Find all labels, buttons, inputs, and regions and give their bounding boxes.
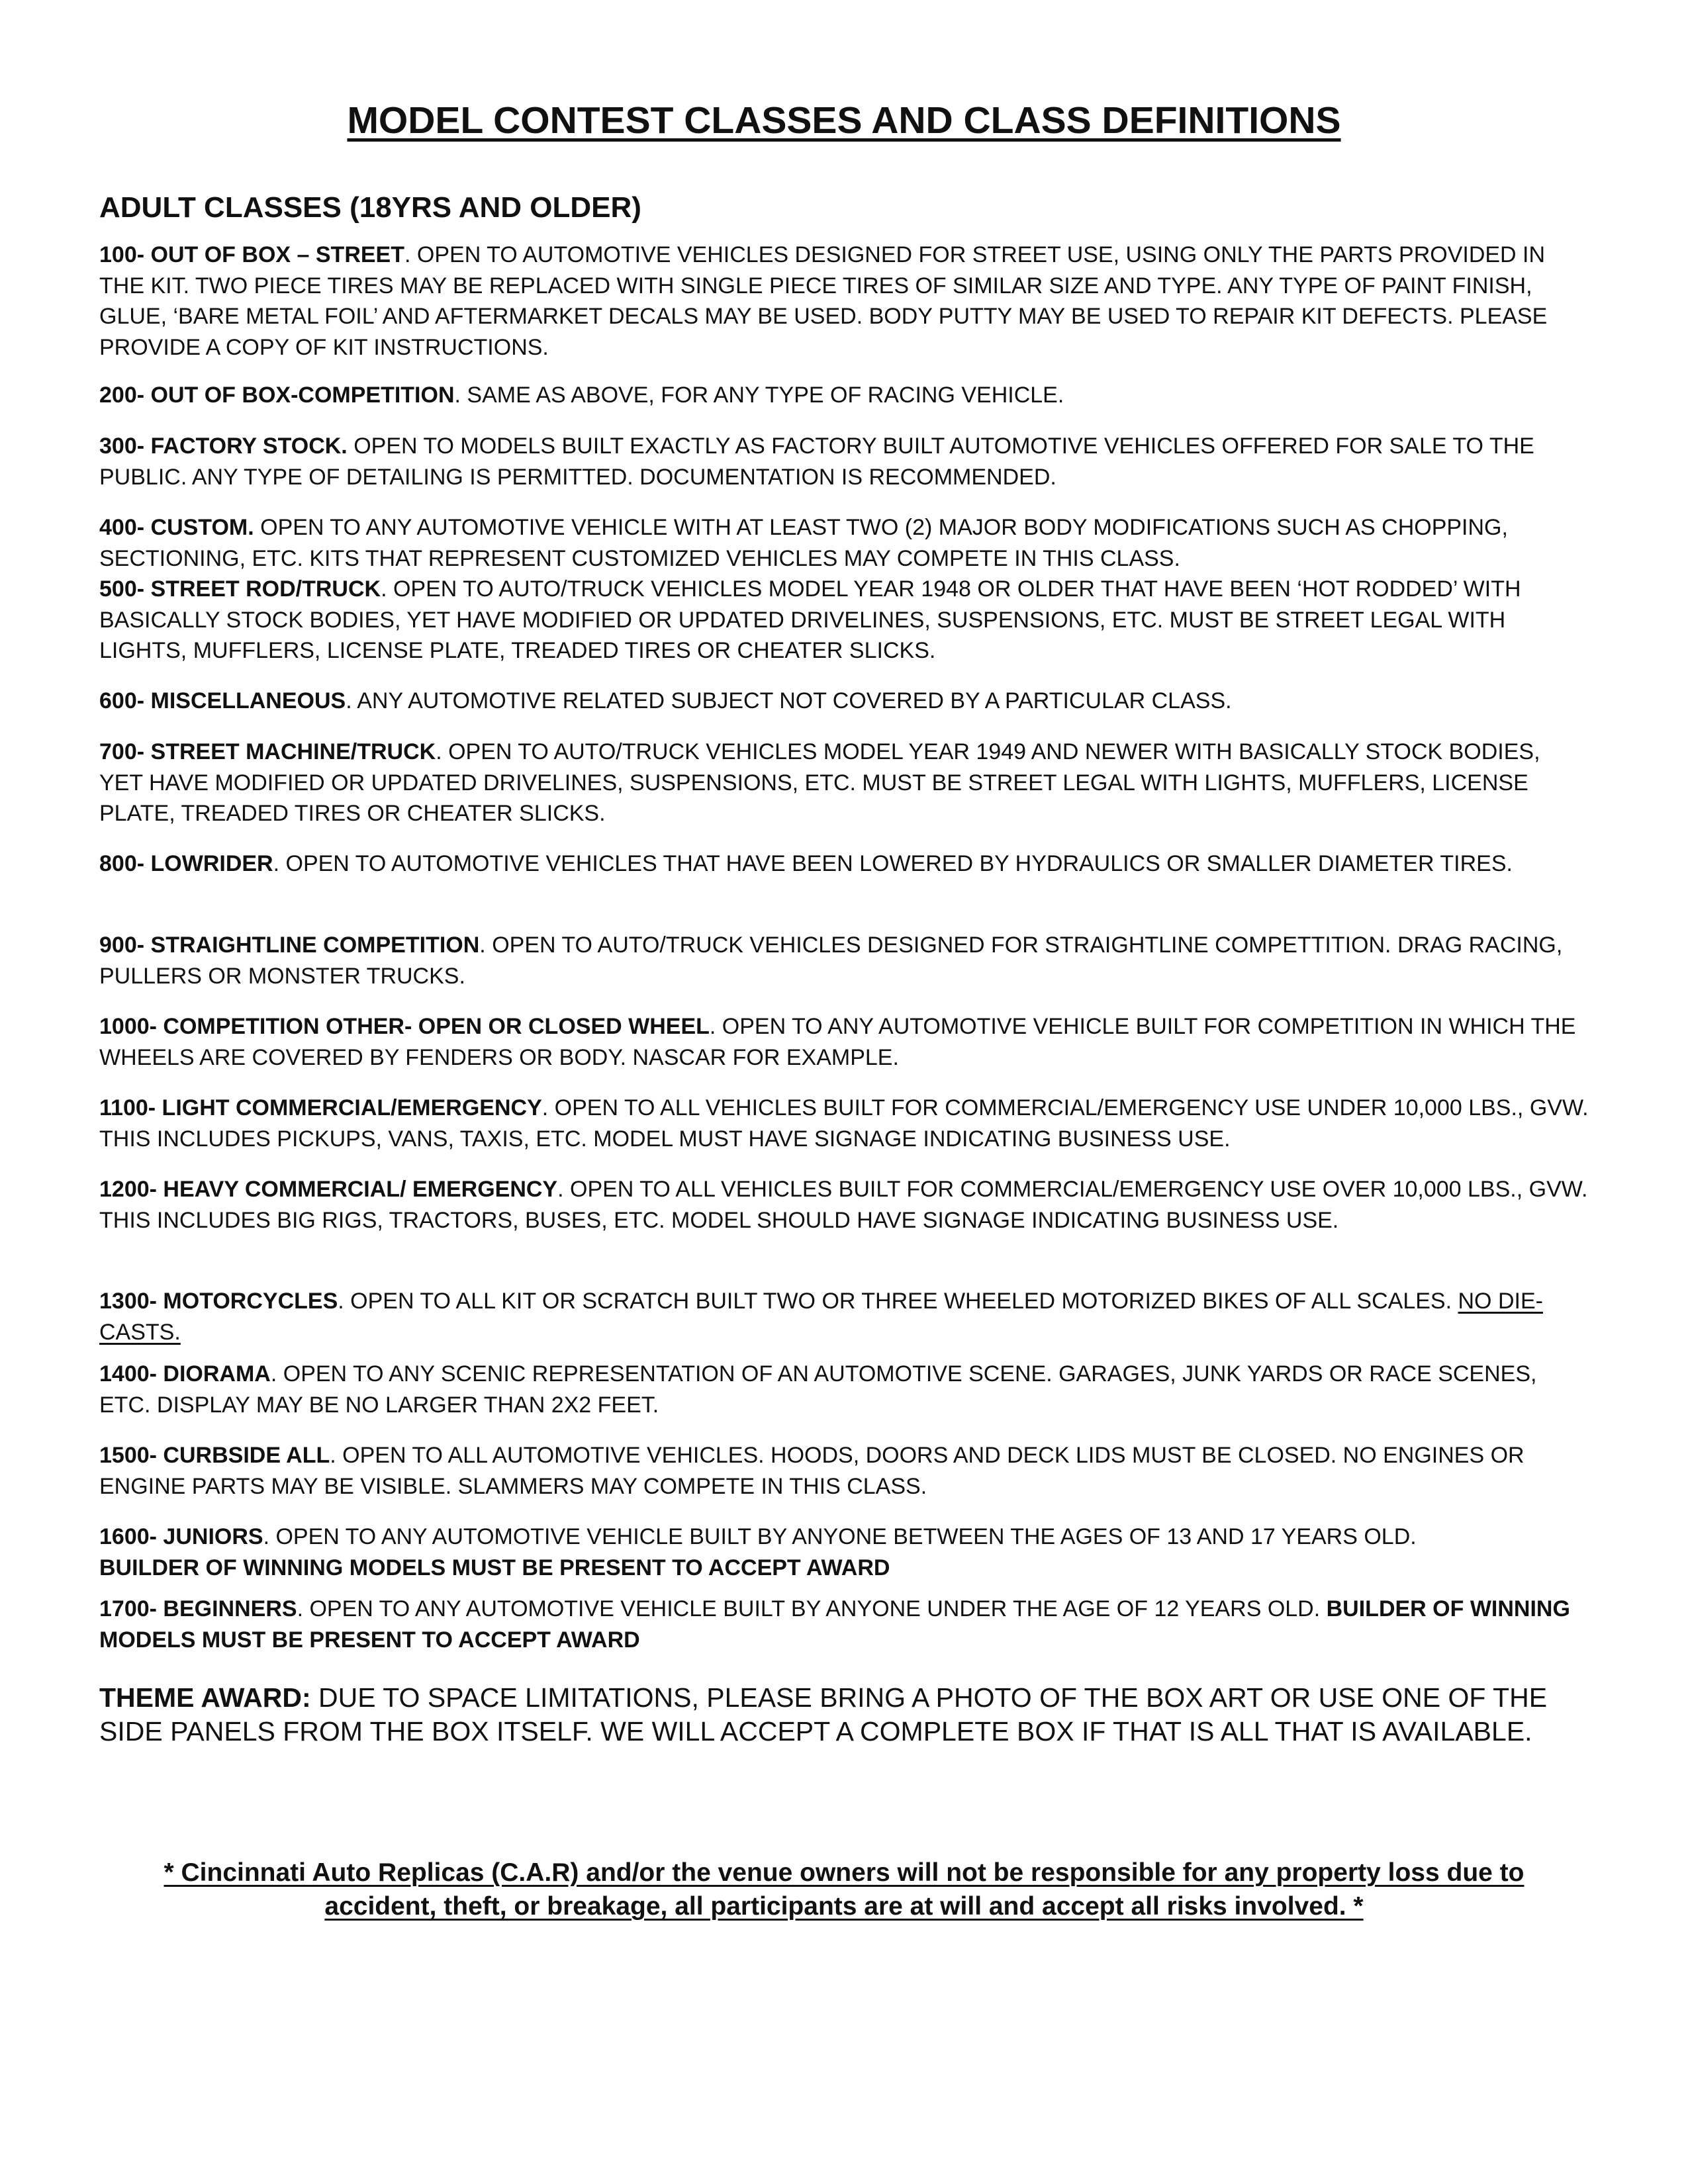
section-heading-adult-classes: ADULT CLASSES (18YRS AND OLDER) — [99, 191, 641, 224]
class-1600: 1600- JUNIORS. OPEN TO ANY AUTOMOTIVE VEHICLE BUILT BY ANYONE BETWEEN THE AGES OF 13 AND 17 YEARS OLD. BUILDER OF WINNING MODELS MUST BE PRESENT TO ACCEPT AWARD — [99, 1524, 1417, 1580]
class-1400: 1400- DIORAMA. OPEN TO ANY SCENIC REPRESENTATION OF AN AUTOMOTIVE SCENE. GARAGES, JUNK YARDS OR RACE SCENES, ETC. DISPLAY MAY BE NO LARGER THAN 2X2 FEET. — [99, 1361, 1537, 1418]
theme-award — [99, 1681, 1589, 1749]
liability-disclaimer: * Cincinnati Auto Replicas (C.A.R) and/or the venue owners will not be responsible for any property loss due to accident, theft, or breakage, all participants are at will and accept all risks involved. * — [164, 1858, 1524, 1921]
theme-award-label: THEME AWARD: — [99, 1682, 311, 1713]
page-title: MODEL CONTEST CLASSES AND CLASS DEFINITIONS — [347, 99, 1341, 142]
no-die-casts-note: NO DIE-CASTS. — [99, 1289, 1543, 1345]
class-1300: 1300- MOTORCYCLES. OPEN TO ALL KIT OR SCRATCH BUILT TWO OR THREE WHEELED MOTORIZED BIKES OF ALL SCALES. NO DIE-CASTS. — [99, 1289, 1543, 1345]
class-200: 200- OUT OF BOX-COMPETITION. SAME AS ABOVE, FOR ANY TYPE OF RACING VEHICLE. — [99, 383, 1064, 408]
class-500: 500- STREET ROD/TRUCK. OPEN TO AUTO/TRUCK VEHICLES MODEL YEAR 1948 OR OLDER THAT HAVE BEEN ‘HOT RODDED’ WITH BASICALLY STOCK BODIES, YET HAVE MODIFIED OR UPDATED DRIVELINES, SUSPENSIONS, ETC. MUST BE STREET LEGAL WITH LIGHTS, MUFFLERS, LICENSE PLATE, TREADED TIRES OR CHEATER SLICKS. — [99, 576, 1521, 663]
class-400: 400- CUSTOM. OPEN TO ANY AUTOMOTIVE VEHICLE WITH AT LEAST TWO (2) MAJOR BODY MODIFICATIONS SUCH AS CHOPPING, SECTIONING, ETC. KITS THAT REPRESENT CUSTOMIZED VEHICLES MAY COMPETE IN THIS CLASS. — [99, 515, 1508, 571]
class-1700: 1700- BEGINNERS. OPEN TO ANY AUTOMOTIVE VEHICLE BUILT BY ANYONE UNDER THE AGE OF 12 YEARS OLD. BUILDER OF WINNING MODELS MUST BE PRESENT TO ACCEPT AWARD — [99, 1596, 1570, 1653]
class-100: 100- OUT OF BOX – STREET. OPEN TO AUTOMOTIVE VEHICLES DESIGNED FOR STREET USE, USING ONLY THE PARTS PROVIDED IN THE KIT. TWO PIECE TIRES MAY BE REPLACED WITH SINGLE PIECE TIRES OF SIMILAR SIZE AND TYPE. ANY TYPE OF PAINT FINISH, GLUE, ‘BARE METAL FOIL’ AND AFTERMARKET DECALS MAY BE USED. BODY PUTTY MAY BE USED TO REPAIR KIT DEFECTS. PLEASE PROVIDE A COPY OF KIT INSTRUCTIONS. — [99, 242, 1548, 360]
class-800: 800- LOWRIDER. OPEN TO AUTOMOTIVE VEHICLES THAT HAVE BEEN LOWERED BY HYDRAULICS OR SMALLER DIAMETER TIRES. — [99, 851, 1513, 876]
class-1200: 1200- HEAVY COMMERCIAL/ EMERGENCY. OPEN TO ALL VEHICLES BUILT FOR COMMERCIAL/EMERGENCY USE OVER 10,000 LBS., GVW. THIS INCLUDES BIG RIGS, TRACTORS, BUSES, ETC. MODEL SHOULD HAVE SIGNAGE INDICATING BUSINESS USE. — [99, 1177, 1588, 1233]
class-1000: 1000- COMPETITION OTHER- OPEN OR CLOSED WHEEL. OPEN TO ANY AUTOMOTIVE VEHICLE BUILT FOR COMPETITION IN WHICH THE WHEELS ARE COVERED BY FENDERS OR BODY. NASCAR FOR EXAMPLE. — [99, 1014, 1576, 1070]
theme-award-text: DUE TO SPACE LIMITATIONS, PLEASE BRING A PHOTO OF THE BOX ART OR USE ONE OF THE SIDE PANELS FROM THE BOX ITSELF. WE WILL ACCEPT A COMPLETE BOX IF THAT IS ALL THAT IS AVAILABLE. — [99, 1682, 1548, 1747]
class-700: 700- STREET MACHINE/TRUCK. OPEN TO AUTO/TRUCK VEHICLES MODEL YEAR 1949 AND NEWER WITH BASICALLY STOCK BODIES, YET HAVE MODIFIED OR UPDATED DRIVELINES, SUSPENSIONS, ETC. MUST BE STREET LEGAL WITH LIGHTS, MUFFLERS, LICENSE PLATE, TREADED TIRES OR CHEATER SLICKS. — [99, 739, 1540, 826]
class-1100: 1100- LIGHT COMMERCIAL/EMERGENCY. OPEN TO ALL VEHICLES BUILT FOR COMMERCIAL/EMERGENCY USE UNDER 10,000 LBS., GVW. THIS INCLUDES PICKUPS, VANS, TAXIS, ETC. MODEL MUST HAVE SIGNAGE INDICATING BUSINESS USE. — [99, 1095, 1589, 1152]
class-300: 300- FACTORY STOCK. OPEN TO MODELS BUILT EXACTLY AS FACTORY BUILT AUTOMOTIVE VEHICLES OFFERED FOR SALE TO THE PUBLIC. ANY TYPE OF DETAILING IS PERMITTED. DOCUMENTATION IS RECOMMENDED. — [99, 433, 1534, 490]
class-1500: 1500- CURBSIDE ALL. OPEN TO ALL AUTOMOTIVE VEHICLES. HOODS, DOORS AND DECK LIDS MUST BE CLOSED. NO ENGINES OR ENGINE PARTS MAY BE VISIBLE. SLAMMERS MAY COMPETE IN THIS CLASS. — [99, 1443, 1524, 1499]
award-presence-note: BUILDER OF WINNING MODELS MUST BE PRESENT TO ACCEPT AWARD — [99, 1596, 1570, 1653]
class-600: 600- MISCELLANEOUS. ANY AUTOMOTIVE RELATED SUBJECT NOT COVERED BY A PARTICULAR CLASS. — [99, 688, 1232, 713]
class-900: 900- STRAIGHTLINE COMPETITION. OPEN TO AUTO/TRUCK VEHICLES DESIGNED FOR STRAIGHTLINE COMPETTITION. DRAG RACING, PULLERS OR MONSTER TRUCKS. — [99, 933, 1563, 989]
award-presence-note: BUILDER OF WINNING MODELS MUST BE PRESENT TO ACCEPT AWARD — [99, 1555, 890, 1580]
